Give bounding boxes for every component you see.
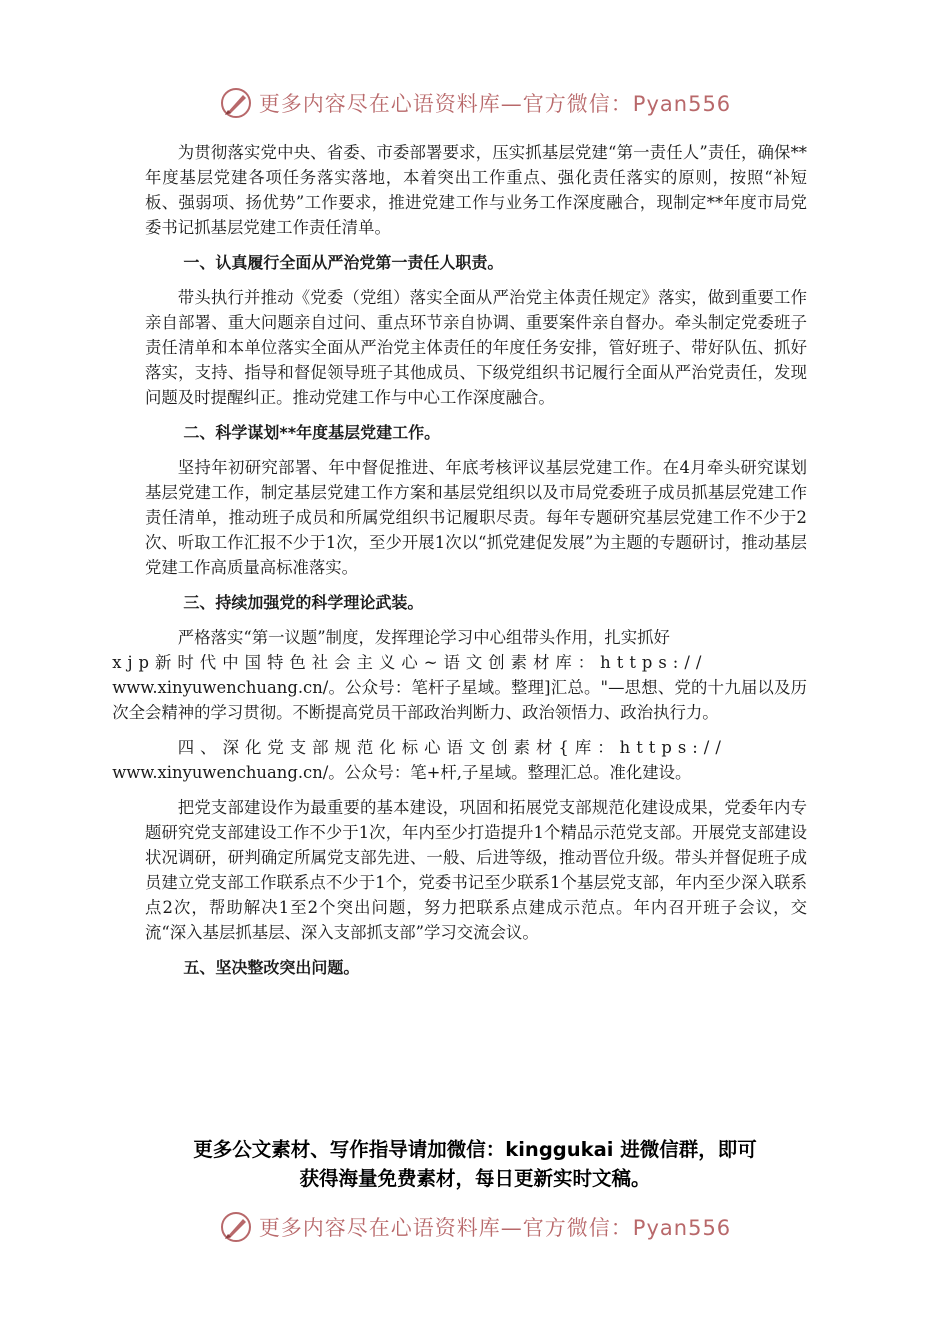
section-3-body-watermark-line: xjp新时代中国特色社会主义心~语文创素材库：https:// xyxy=(112,653,708,672)
pen-nib-logo-icon xyxy=(219,86,253,120)
section-2-heading: 二、科学谋划**年度基层党建工作。 xyxy=(183,423,441,442)
section-4-heading-rest: www.xinyuwenchuang.cn/。公众号：笔+杆,子星域。整理汇总。准化建设。 xyxy=(112,763,692,782)
section-4-heading xyxy=(112,735,807,785)
section-3-body xyxy=(112,625,807,725)
section-3-body-lead: 严格落实“第一议题”制度，发挥理论学习中心组带头作用，扎实抓好 xyxy=(177,628,670,647)
intro-paragraph: 为贯彻落实党中央、省委、市委部署要求，压实抓基层党建“第一责任人”责任，确保**年度基层党建各项任务落实落地，本着突出工作重点、强化责任落实的原则，按照“补短板、强弱项、扬优势”工作要求，推进党建工作与业务工作深度融合，现制定**年度市局党委书记抓基层党建工作责任清单。 xyxy=(145,143,807,237)
document-body xyxy=(112,140,807,990)
bottom-banner xyxy=(0,1207,950,1247)
section-3-heading: 三、持续加强党的科学理论武装。 xyxy=(183,593,424,612)
section-1-heading: 一、认真履行全面从严治党第一责任人职责。 xyxy=(183,253,504,272)
section-3-body-rest: www.xinyuwenchuang.cn/。公众号：笔杆子星域。整理]汇总。"—思想、党的十九届以及历次全会精神的学习贯彻。不断提高党员干部政治判断力、政治领悟力、政治执行力。 xyxy=(112,678,807,722)
footer-line-1: 更多公文素材、写作指导请加微信：kinggukai 进微信群，即可 xyxy=(193,1138,757,1161)
section-4-heading-watermark-line: 四、深化党支部规范化标心语文创素材{库：https:// xyxy=(177,738,727,757)
section-4-body: 把党支部建设作为最重要的基本建设，巩固和拓展党支部规范化建设成果，党委年内专题研究党支部建设工作不少于1次，年内至少打造提升1个精品示范党支部。开展党支部建设状况调研，研判确定所属党支部先进、一般、后进等级，推动晋位升级。带头并督促班子成员建立党支部工作联系点不少于1个，党委书记至少联系1个基层党支部，年内至少深入联系点2次，帮助解决1至2个突出问题，努力把联系点建成示范点。年内召开班子会议，交流“深入基层抓基层、深入支部抓支部”学习交流会议。 xyxy=(145,798,807,942)
footer-line-2: 获得海量免费素材，每日更新实时文稿。 xyxy=(299,1167,651,1190)
banner-text: 更多内容尽在心语资料库—官方微信：Pyan556 xyxy=(258,1216,732,1240)
pen-nib-logo-icon xyxy=(219,1210,253,1244)
banner-text: 更多内容尽在心语资料库—官方微信：Pyan556 xyxy=(258,92,732,116)
section-5-heading: 五、坚决整改突出问题。 xyxy=(183,958,360,977)
section-2-body: 坚持年初研究部署、年中督促推进、年底考核评议基层党建工作。在4月牵头研究谋划基层党建工作，制定基层党建工作方案和基层党组织以及市局党委班子成员抓基层党建工作责任清单，推动班子成员和所属党组织书记履职尽责。每年专题研究基层党建工作不少于2次、听取工作汇报不少于1次，至少开展1次以“抓党建促发展”为主题的专题研讨，推动基层党建工作高质量高标准落实。 xyxy=(145,458,807,577)
section-1-body: 带头执行并推动《党委（党组）落实全面从严治党主体责任规定》落实，做到重要工作亲自部署、重大问题亲自过问、重点环节亲自协调、重要案件亲自督办。牵头制定党委班子责任清单和本单位落实全面从严治党主体责任的年度任务安排，管好班子、带好队伍、抓好落实，支持、指导和督促领导班子其他成员、下级党组织书记履行全面从严治党责任，发现问题及时提醒纠正。推动党建工作与中心工作深度融合。 xyxy=(145,288,807,407)
footer-promo xyxy=(0,1135,950,1193)
top-banner xyxy=(0,83,950,123)
